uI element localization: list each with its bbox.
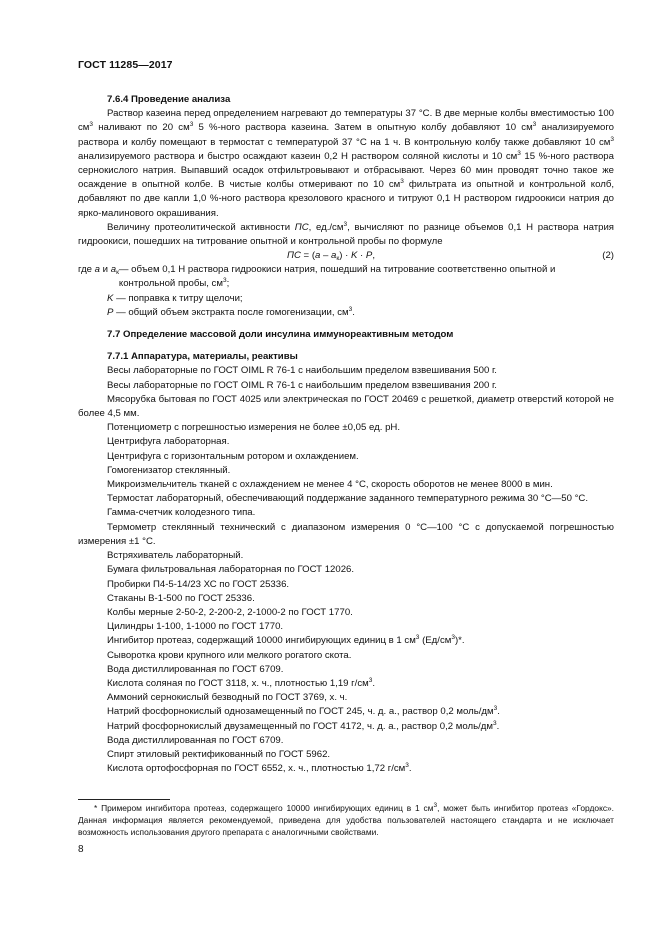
list-item: Микроизмельчитель тканей с охлаждением не менее 4 °С, скорость оборотов не менее 8000 в мин. [107, 479, 553, 491]
list-item: Вода дистиллированная по ГОСТ 6709. [107, 663, 284, 675]
section-heading-7-6-4: 7.6.4 Проведение анализа [107, 94, 231, 105]
list-item: Вода дистиллированная по ГОСТ 6709. [107, 734, 284, 746]
list-item: Термометр стеклянный технический с диапазоном измерения 0 °С—100 °С с допускаемой погрешностью измерения ±1 °С. [78, 521, 614, 547]
list-item-phosphate-mono: Натрий фосфорнокислый однозамещенный по ГОСТ 245, ч. д. а., раствор 0,2 моль/$дм^3$. [107, 705, 500, 718]
list-item: Встряхиватель лабораторный. [107, 550, 244, 562]
list-item: Бумага фильтровальная лабораторная по ГОСТ 12026. [107, 564, 355, 576]
list-item: Сыворотка крови крупного или мелкого рогатого скота. [107, 649, 352, 661]
where-definition-p: P — общий объем экстракта после гомогенизации, $см^3$. [107, 305, 355, 318]
equipment-list [78, 364, 614, 776]
paragraph-activity: Величину протеолитической активности ПС, $ед./см^3$, вычисляют по разнице объемов 0,1 Н раствора натрия гидроокиси, пошедших на титрование опытной и контрольной пробы по формуле [78, 220, 614, 248]
formula-2 [78, 249, 614, 263]
list-item: Аммоний сернокислый безводный по ГОСТ 3769, х. ч. [107, 692, 348, 704]
list-item: Колбы мерные 2-50-2, 2-200-2, 2-1000-2 по ГОСТ 1770. [107, 606, 353, 618]
content-body [78, 93, 614, 776]
list-item: Мясорубка бытовая по ГОСТ 4025 или электрическая по ГОСТ 20469 с решеткой, диаметр отверстий которой не более 4,5 мм. [78, 393, 614, 420]
where-definition-k: K — поправка к титру щелочи; [107, 292, 243, 304]
footnote: * Примером ингибитора протеаз, содержащего 10000 ингибирующих единиц в 1 $см^3$, может быть ингибитор протеаз «Гордокс». Данная информация является рекомендуемой, приведена для удобства пользователей настоящего стандарта и не исключает возможность использования другого препарата с аналогичными свойствами. [78, 802, 614, 837]
list-item: Стаканы В-1-500 по ГОСТ 25336. [107, 592, 255, 604]
list-item: Центрифуга лабораторная. [107, 436, 230, 448]
list-item-hcl: Кислота соляная по ГОСТ 3118, х. ч., плотностью 1,19 $г/см^3$. [107, 676, 376, 689]
standard-header: ГОСТ 11285—2017 [78, 59, 173, 71]
where-definition-a: где a и $a_к$ — объем 0,1 Н раствора гидроокиси натрия, пошедший на титрование соответственно опытной и контрольной пробы, $см^3$; [78, 264, 556, 290]
section-heading-7-7: 7.7 Определение массовой доли инсулина иммунореактивным методом [107, 329, 454, 341]
list-item-phosphoric-acid: Кислота ортофосфорная по ГОСТ 6552, х. ч., плотностью 1,72 $г/см^3$. [107, 762, 412, 775]
paragraph-procedure: Раствор казеина перед определением нагревают до температуры 37 °С. В две мерные колбы вместимостью 100 $см^3$ наливают по 20 $см^3$ 5 %-ного раствора казеина. Затем в опытную колбу добавляют 10 $см^3$ анализируемого раствора и колбу помещают в термостат с температурой 37 °С на 1 ч. В контрольную колбу также добавляют 10 $см^3$ анализируемого раствора и быстро осаждают казеин 0,2 Н раствором соляной кислоты и 10 $см^3$ 15 %-ного раствора сернокислого натрия. Выпавший осадок отфильтровывают и отбрасывают. Через 60 мин проводят точно такое же осаждение в опытной колбе. В чистые колбы отмеривают по 10 $см^3$ фильтрата из опытной и контрольной колб, добавляют по две капли 1,0 %-ного раствора крезолового красного и титруют 0,1 Н раствором гидроокиси натрия до ярко-малинового окрашивания. [78, 108, 614, 219]
list-item: Центрифуга с горизонтальным ротором и охлаждением. [107, 450, 359, 462]
list-item: Гомогенизатор стеклянный. [107, 464, 231, 476]
list-item: Гамма-счетчик колодезного типа. [107, 507, 256, 519]
list-item-inhibitor: Ингибитор протеаз, содержащий 10000 ингибирующих единиц в 1 $см^3$ $(Ед/см^3)*$. [107, 634, 465, 647]
list-item: Пробирки П4-5-14/23 ХС по ГОСТ 25336. [107, 578, 290, 590]
list-item: Весы лабораторные по ГОСТ OIML R 76-1 с наибольшим пределом взвешивания 200 г. [107, 379, 497, 391]
formula-number: (2) [602, 250, 614, 262]
list-item: Весы лабораторные по ГОСТ OIML R 76-1 с наибольшим пределом взвешивания 500 г. [107, 365, 497, 377]
list-item: Цилиндры 1-100, 1-1000 по ГОСТ 1770. [107, 621, 284, 633]
list-item: Потенциометр с погрешностью измерения не более ±0,05 ед. рН. [107, 422, 400, 434]
page-number: 8 [78, 844, 84, 855]
section-heading-7-7-1: 7.7.1 Аппаратура, материалы, реактивы [107, 351, 298, 363]
formula-expression: ПС = $(a - a_к) \cdot K \cdot P$, [287, 250, 375, 263]
list-item: Спирт этиловый ректификованный по ГОСТ 5962. [107, 748, 331, 760]
footnote-divider [78, 799, 170, 800]
list-item-phosphate-di: Натрий фосфорнокислый двузамещенный по ГОСТ 4172, ч. д. а., раствор 0,2 моль/$дм^3$. [107, 719, 500, 732]
list-item: Термостат лабораторный, обеспечивающий поддержание заданного температурного режима 30 °С—50 °С. [107, 493, 589, 505]
